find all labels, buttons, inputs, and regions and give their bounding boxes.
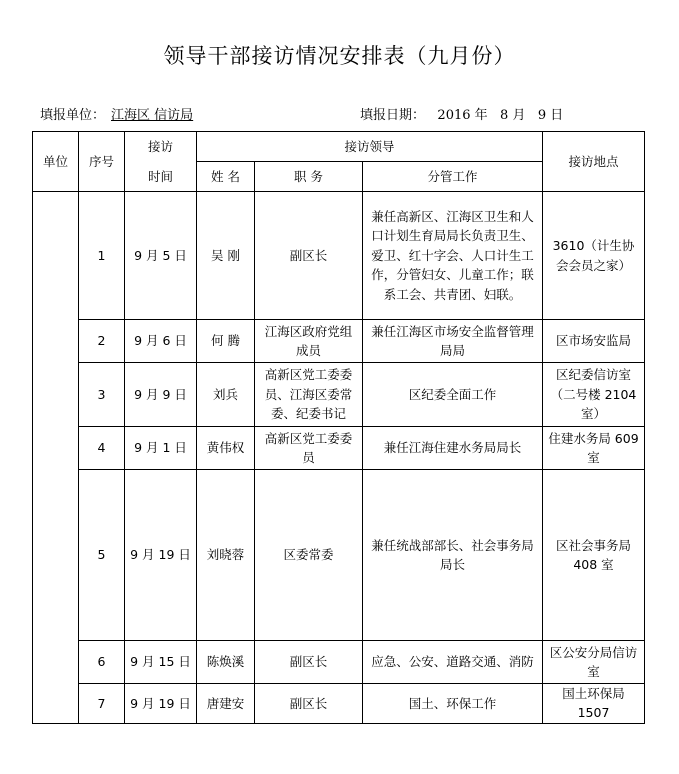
header-position: 职 务 <box>255 162 363 192</box>
cell-position: 副区长 <box>255 684 363 724</box>
cell-time: 9 月 6 日 <box>125 320 197 363</box>
header-seq: 序号 <box>79 132 125 192</box>
cell-location: 区市场安监局 <box>543 320 645 363</box>
cell-location: 住建水务局 609 室 <box>543 427 645 470</box>
header-location: 接访地点 <box>543 132 645 192</box>
cell-duty: 兼任江海住建水务局局长 <box>363 427 543 470</box>
header-duty: 分管工作 <box>363 162 543 192</box>
table-row <box>33 427 645 470</box>
cell-name: 刘晓蓉 <box>197 470 255 641</box>
table-row <box>33 363 645 427</box>
cell-location: 区纪委信访室（二号楼 2104 室） <box>543 363 645 427</box>
cell-duty: 兼任统战部部长、社会事务局局长 <box>363 470 543 641</box>
unit-label: 填报单位： <box>40 108 106 123</box>
header-time-line1: 接访 <box>147 139 173 155</box>
cell-time: 9 月 19 日 <box>125 684 197 724</box>
table-row <box>33 192 645 320</box>
cell-duty: 兼任江海区市场安全监督管理局局 <box>363 320 543 363</box>
cell-seq: 3 <box>79 363 125 427</box>
table-row <box>33 470 645 641</box>
date-value: 2016 年 8 月 9 日 <box>437 108 564 123</box>
cell-seq: 1 <box>79 192 125 320</box>
cell-location: 国土环保局 1507 <box>543 684 645 724</box>
header-name: 姓 名 <box>197 162 255 192</box>
schedule-table <box>32 131 645 724</box>
cell-time: 9 月 15 日 <box>125 641 197 684</box>
cell-time: 9 月 9 日 <box>125 363 197 427</box>
cell-duty: 应急、公安、道路交通、消防 <box>363 641 543 684</box>
cell-time: 9 月 19 日 <box>125 470 197 641</box>
cell-position: 高新区党工委委员、江海区委常委、纪委书记 <box>255 363 363 427</box>
cell-name: 吴 刚 <box>197 192 255 320</box>
cell-duty: 兼任高新区、江海区卫生和人口计划生育局局长负责卫生、爱卫、红十字会、人口计生工作，分管妇女、儿童工作；联系工会、共青团、妇联。 <box>363 192 543 320</box>
table-row <box>33 684 645 724</box>
cell-location: 区公安分局信访室 <box>543 641 645 684</box>
cell-seq: 6 <box>79 641 125 684</box>
cell-name: 刘兵 <box>197 363 255 427</box>
cell-seq: 5 <box>79 470 125 641</box>
table-row <box>33 320 645 363</box>
cell-position: 副区长 <box>255 641 363 684</box>
table-row <box>33 641 645 684</box>
cell-name: 唐建安 <box>197 684 255 724</box>
cell-seq: 2 <box>79 320 125 363</box>
cell-position: 副区长 <box>255 192 363 320</box>
cell-name: 何 腾 <box>197 320 255 363</box>
header-leader-group: 接访领导 <box>197 132 543 162</box>
cell-name: 陈焕溪 <box>197 641 255 684</box>
cell-name: 黄伟权 <box>197 427 255 470</box>
cell-location: 区社会事务局 408 室 <box>543 470 645 641</box>
cell-time: 9 月 5 日 <box>125 192 197 320</box>
form-meta <box>40 104 660 123</box>
cell-location: 3610（计生协会会员之家） <box>543 192 645 320</box>
unit-value: 江海区 信访局 <box>111 108 194 123</box>
cell-seq: 4 <box>79 427 125 470</box>
date-block <box>360 104 563 123</box>
date-label: 填报日期： <box>360 108 426 123</box>
header-time <box>125 132 197 192</box>
cell-time: 9 月 1 日 <box>125 427 197 470</box>
cell-duty: 区纪委全面工作 <box>363 363 543 427</box>
cell-position: 江海区政府党组成员 <box>255 320 363 363</box>
header-time-line2: 时间 <box>147 168 173 184</box>
header-unit: 单位 <box>33 132 79 192</box>
cell-duty: 国土、环保工作 <box>363 684 543 724</box>
cell-position: 区委常委 <box>255 470 363 641</box>
page-title: 领导干部接访情况安排表（九月份） <box>163 44 516 68</box>
cell-position: 高新区党工委委员 <box>255 427 363 470</box>
cell-seq: 7 <box>79 684 125 724</box>
cell-unit <box>33 192 79 724</box>
